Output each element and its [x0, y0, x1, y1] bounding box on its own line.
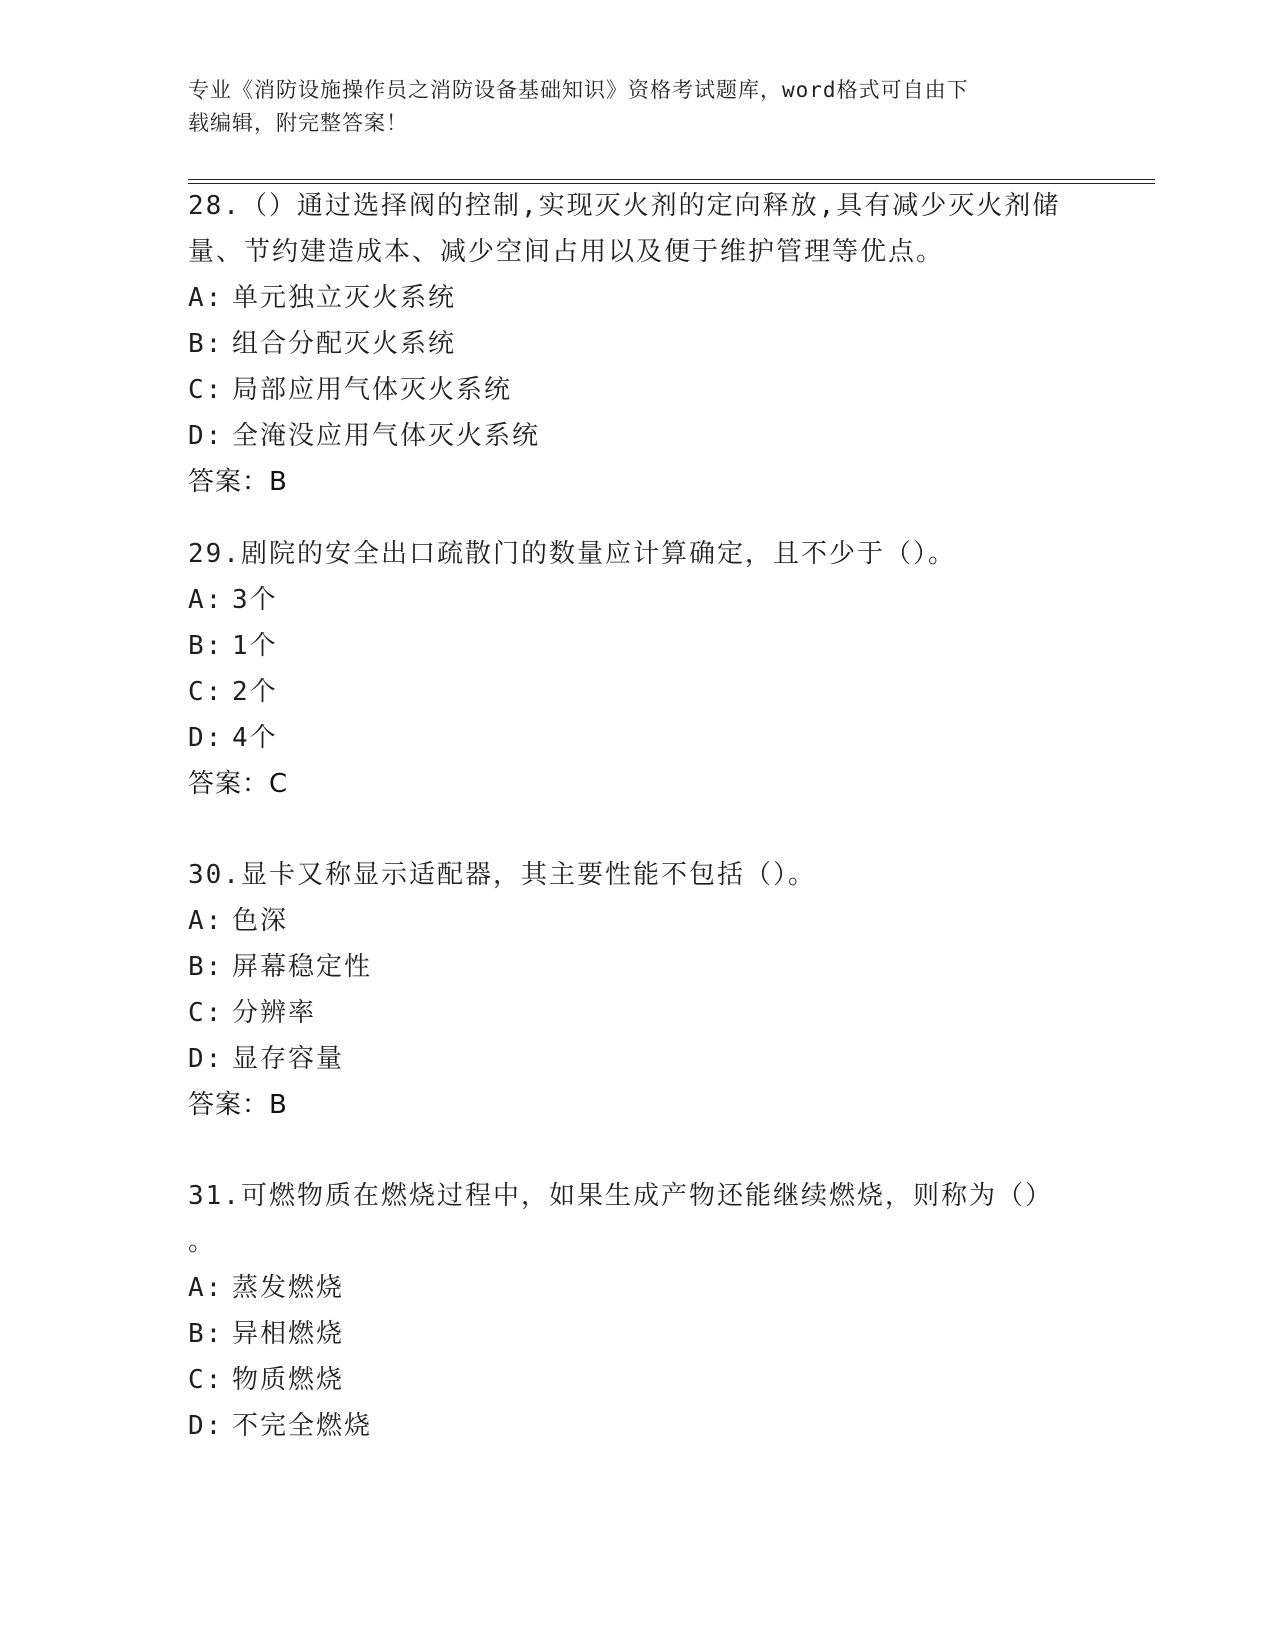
option-b [188, 1311, 1088, 1357]
header-line-2: 载编辑，附完整答案！ [188, 111, 408, 135]
option-d [188, 1036, 1088, 1082]
option-d [188, 1403, 1088, 1449]
option-d [188, 715, 1088, 761]
option-a [188, 1265, 1088, 1311]
question-29 [188, 531, 1088, 807]
option-label: A: [188, 283, 224, 313]
option-text: 屏幕稳定性 [232, 952, 373, 982]
option-d [188, 413, 1088, 459]
option-c [188, 367, 1088, 413]
option-label: C: [188, 375, 224, 405]
option-c [188, 1357, 1088, 1403]
option-label: C: [188, 677, 224, 707]
option-label: D: [188, 1044, 224, 1074]
option-text: 局部应用气体灭火系统 [232, 375, 513, 405]
option-text: 1个 [232, 631, 278, 661]
option-text: 2个 [232, 677, 278, 707]
question-stem-line-2: 量、节约建造成本、减少空间占用以及便于维护管理等优点。 [188, 237, 945, 267]
option-label: C: [188, 998, 224, 1028]
document-header [188, 74, 1088, 140]
option-label: B: [188, 1319, 224, 1349]
header-divider-top [188, 179, 1155, 180]
option-label: B: [188, 631, 224, 661]
option-label: D: [188, 1411, 224, 1441]
option-c [188, 990, 1088, 1036]
option-text: 物质燃烧 [232, 1365, 345, 1395]
option-b [188, 321, 1088, 367]
option-label: A: [188, 585, 224, 615]
option-a [188, 275, 1088, 321]
question-stem-line-2: 。 [188, 1227, 217, 1257]
question-stem-line-1: 31.可燃物质在燃烧过程中，如果生成产物还能继续燃烧，则称为（） [188, 1181, 1053, 1211]
question-stem-line-1: 29.剧院的安全出口疏散门的数量应计算确定，且不少于（）。 [188, 539, 956, 569]
question-stem-line-1: 28.（）通过选择阀的控制,实现灭火剂的定向释放,具有减少灭火剂储 [188, 191, 1061, 221]
option-text: 4个 [232, 723, 278, 753]
option-text: 组合分配灭火系统 [232, 329, 457, 359]
option-text: 单元独立灭火系统 [232, 283, 457, 313]
question-31 [188, 1173, 1088, 1449]
question-28 [188, 183, 1088, 505]
option-a [188, 898, 1088, 944]
option-label: B: [188, 329, 224, 359]
option-text: 色深 [232, 906, 289, 936]
option-b [188, 944, 1088, 990]
question-stem-line-1: 30.显卡又称显示适配器，其主要性能不包括（）。 [188, 860, 816, 890]
option-label: A: [188, 906, 224, 936]
option-label: D: [188, 723, 224, 753]
option-b [188, 623, 1088, 669]
option-label: B: [188, 952, 224, 982]
option-text: 不完全燃烧 [232, 1411, 373, 1441]
answer-text: 答案：B [188, 1090, 288, 1120]
option-a [188, 577, 1088, 623]
option-label: A: [188, 1273, 224, 1303]
answer-text: 答案：C [188, 769, 289, 799]
option-text: 显存容量 [232, 1044, 345, 1074]
option-text: 3个 [232, 585, 278, 615]
option-text: 异相燃烧 [232, 1319, 345, 1349]
option-text: 分辨率 [232, 998, 317, 1028]
option-text: 全淹没应用气体灭火系统 [232, 421, 541, 451]
option-c [188, 669, 1088, 715]
answer-text: 答案：B [188, 467, 288, 497]
option-label: D: [188, 421, 224, 451]
header-line-1: 专业《消防设施操作员之消防设备基础知识》资格考试题库，word格式可自由下 [188, 78, 969, 102]
option-text: 蒸发燃烧 [232, 1273, 345, 1303]
option-label: C: [188, 1365, 224, 1395]
question-30 [188, 852, 1088, 1128]
